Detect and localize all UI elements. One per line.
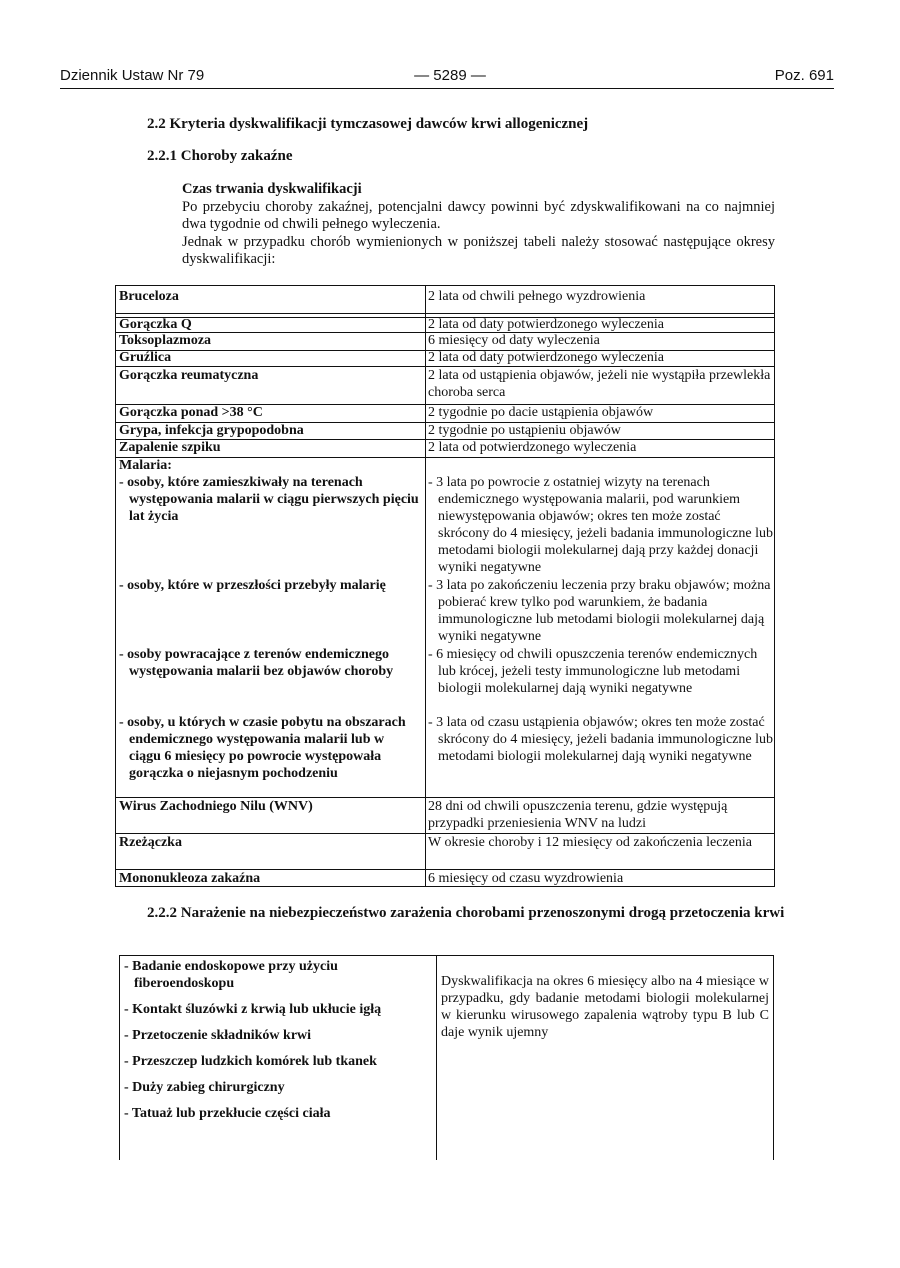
table-right-border bbox=[773, 955, 774, 1160]
malaria-group-label: - osoby, które w przeszłości przebyły malarię bbox=[119, 578, 386, 593]
exposure-item: - Tatuaż lub przekłucie części ciała bbox=[124, 1106, 331, 1121]
disease-name: Grypa, infekcja grypopodobna bbox=[119, 423, 304, 438]
disqualification-period: 2 lata od daty potwierdzonego wyleczenia bbox=[428, 350, 664, 365]
disease-name: Bruceloza bbox=[119, 289, 179, 304]
malaria-group bbox=[119, 577, 419, 594]
disqualification-period: 6 miesięcy od czasu wyzdrowienia bbox=[428, 871, 624, 886]
disqualification-period: 2 lata od ustąpienia objawów, jeżeli nie wystąpiła przewlekła choroba serca bbox=[428, 368, 771, 400]
intro-paragraph-1: Po przebyciu choroby zakaźnej, potencjalni dawcy powinni być zdyskwalifikowani na co najmniej dwa tygodnie od chwili pełnego wyleczenia. bbox=[182, 198, 775, 232]
malaria-group-label: - osoby, u których w czasie pobytu na obszarach endemicznego występowania malarii lub w ciągu 6 miesięcy po powrocie występowała gorączka o niejasnym pochodzeniu bbox=[119, 715, 406, 781]
header-rule bbox=[60, 88, 834, 89]
disease-name: Zapalenie szpiku bbox=[119, 440, 221, 455]
disqualification-period: 2 lata od daty potwierdzonego wyleczenia bbox=[428, 317, 664, 332]
column-separator bbox=[425, 286, 426, 886]
page-number: — 5289 — bbox=[414, 67, 486, 84]
disease-name: Rzeżączka bbox=[119, 835, 182, 850]
disease-name: Gorączka reumatyczna bbox=[119, 368, 259, 383]
disqualification-period: 2 tygodnie po ustąpieniu objawów bbox=[428, 423, 621, 438]
malaria-period-text: - 6 miesięcy od chwili opuszczenia terenów endemicznych lub krócej, jeżeli testy immunologiczne lub metodami biologii molekularnej dają wyniki negatywne bbox=[428, 647, 758, 696]
column-separator bbox=[436, 955, 437, 1160]
section-heading: 2.2 Kryteria dyskwalifikacji tymczasowej dawców krwi allogenicznej bbox=[147, 116, 589, 132]
row-divider bbox=[116, 313, 774, 314]
disease-name: Toksoplazmoza bbox=[119, 333, 212, 348]
position-number: Poz. 691 bbox=[774, 67, 834, 84]
disqualification-period: 2 tygodnie po dacie ustąpienia objawów bbox=[428, 405, 654, 420]
disqualification-table bbox=[115, 285, 775, 887]
malaria-group-label: - osoby powracające z terenów endemicznego występowania malarii bez objawów choroby bbox=[119, 647, 394, 679]
disease-name: Mononukleoza zakaźna bbox=[119, 871, 261, 886]
disease-name: Gorączka ponad >38 °C bbox=[119, 405, 263, 420]
journal-title: Dziennik Ustaw Nr 79 bbox=[60, 67, 205, 84]
exposure-period: Dyskwalifikacja na okres 6 miesięcy albo na 4 miesiące w przypadku, gdy badanie metodami biologii molekularnej w kierunku wirusowego zapalenia wątroby typu B lub C daje wynik ujemny bbox=[441, 974, 769, 1040]
malaria-group-label: - osoby, które zamieszkiwały na terenach występowania malarii w ciągu pierwszych pięciu lat życia bbox=[119, 475, 419, 524]
intro-paragraph-2: Jednak w przypadku chorób wymienionych w poniższej tabeli należy stosować następujące okresy dyskwalifikacji: bbox=[182, 233, 775, 267]
disease-name: Gruźlica bbox=[119, 350, 172, 365]
malaria-group bbox=[119, 474, 419, 525]
intro-block bbox=[182, 181, 775, 269]
table-top-border bbox=[119, 955, 774, 956]
malaria-period-text: - 3 lata po zakończeniu leczenia przy braku objawów; można pobierać krew tylko pod warunkiem, że badania immunologiczne lub metodami biologii molekularnej dają wyniki negatywne bbox=[428, 578, 771, 644]
table-left-border bbox=[119, 955, 120, 1160]
disqualification-period: W okresie choroby i 12 miesięcy od zakończenia leczenia bbox=[428, 835, 752, 850]
malaria-period-text: - 3 lata od czasu ustąpienia objawów; okres ten może zostać skrócony do 4 miesięcy, jeżeli badania immunologiczne lub metodami biologii molekularnej dają wyniki negatywne bbox=[428, 715, 773, 764]
disqualification-period: 2 lata od potwierdzonego wyleczenia bbox=[428, 440, 637, 455]
exposure-item: - Przetoczenie składników krwi bbox=[124, 1028, 312, 1043]
disqualification-period: 28 dni od chwili opuszczenia terenu, gdzie występują przypadki przeniesienia WNV na ludzi bbox=[428, 799, 728, 831]
exposure-item: - Duży zabieg chirurgiczny bbox=[124, 1080, 285, 1095]
subsection-heading: 2.2.1 Choroby zakaźne bbox=[147, 148, 293, 164]
disqualification-period: 6 miesięcy od daty wyleczenia bbox=[428, 333, 600, 348]
subsection-heading-2: 2.2.2 Narażenie na niebezpieczeństwo zarażenia chorobami przenoszonymi drogą przetoczenia krwi bbox=[147, 905, 785, 921]
malaria-period bbox=[428, 646, 774, 697]
malaria-period bbox=[428, 474, 774, 576]
disease-name: Gorączka Q bbox=[119, 317, 192, 332]
intro-subtitle: Czas trwania dyskwalifikacji bbox=[182, 181, 362, 197]
malaria-group bbox=[119, 714, 419, 782]
disease-name: Wirus Zachodniego Nilu (WNV) bbox=[119, 799, 313, 814]
exposure-item: - Badanie endoskopowe przy użyciu fiberoendoskopu bbox=[124, 959, 338, 991]
disqualification-period: 2 lata od chwili pełnego wyzdrowienia bbox=[428, 289, 646, 304]
exposure-item: - Przeszczep ludzkich komórek lub tkanek bbox=[124, 1054, 377, 1069]
malaria-period bbox=[428, 714, 774, 765]
malaria-period-text: - 3 lata po powrocie z ostatniej wizyty na terenach endemicznego występowania malarii, pod warunkiem niewystępowania objawów; okres ten może zostać skrócony do 4 miesięcy, jeżeli badania immunologiczne lub metodami biologii molekularnej dają przy każdej donacji wyniki negatywne bbox=[428, 475, 773, 575]
exposure-list bbox=[124, 958, 429, 1131]
exposure-item: - Kontakt śluzówki z krwią lub ukłucie igłą bbox=[124, 1002, 382, 1017]
malaria-period bbox=[428, 577, 774, 645]
malaria-title: Malaria: bbox=[119, 458, 172, 473]
exposure-table bbox=[119, 955, 774, 1160]
malaria-group bbox=[119, 646, 419, 680]
